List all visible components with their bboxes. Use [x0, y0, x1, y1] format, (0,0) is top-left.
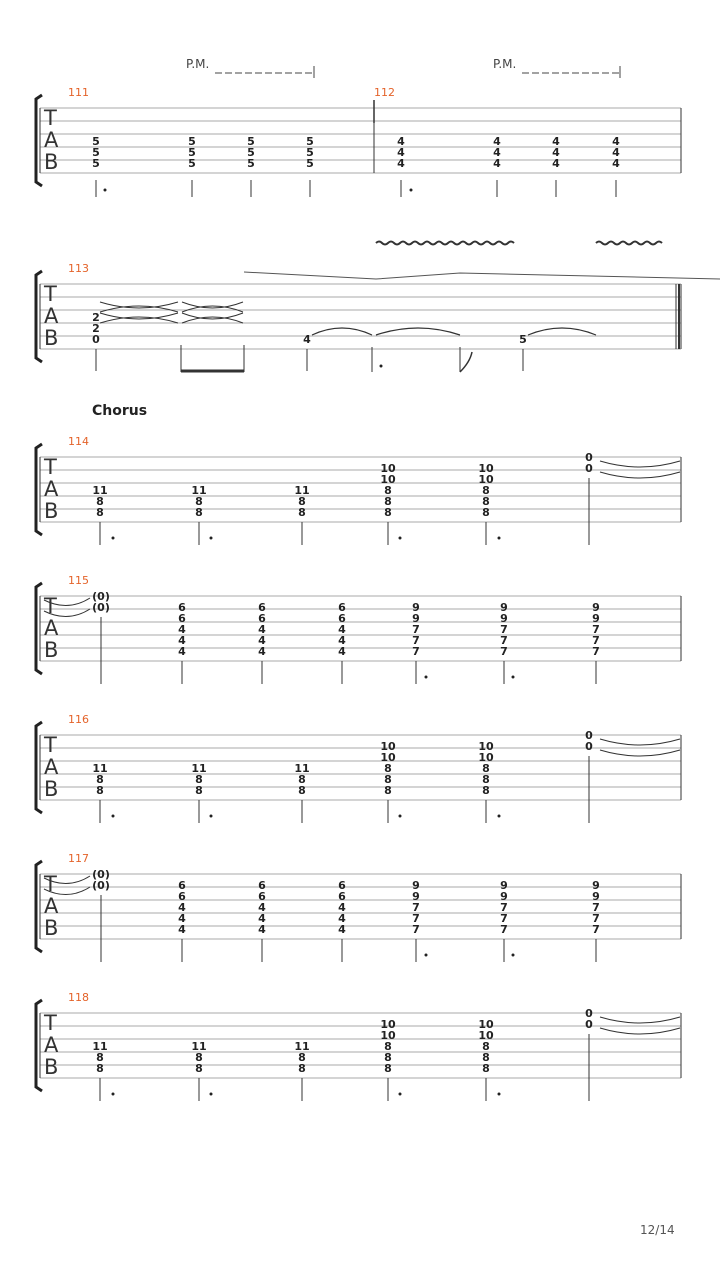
chord [294, 484, 309, 545]
fret-number: 8 [384, 506, 392, 519]
tie [600, 739, 680, 745]
fret-number: 8 [298, 784, 306, 797]
tie [182, 313, 243, 319]
fret-number: 4 [258, 923, 266, 936]
fret-number: 4 [338, 912, 346, 925]
chord [191, 1040, 212, 1101]
fret-number: 6 [258, 879, 266, 892]
tab-systems [36, 57, 720, 1101]
fret-number: 5 [247, 157, 255, 170]
fret-number: 5 [188, 157, 196, 170]
system-bracket [36, 1000, 42, 1091]
chord [478, 1018, 500, 1101]
fret-number: 8 [96, 1051, 104, 1064]
fret-number: 8 [384, 1051, 392, 1064]
tie [600, 461, 680, 467]
fret-number: 0 [585, 1018, 593, 1031]
tie [600, 1017, 680, 1023]
fret-number: (0) [92, 879, 110, 892]
fret-number: 8 [298, 495, 306, 508]
fret-number: 8 [482, 506, 490, 519]
fret-number: 4 [338, 634, 346, 647]
fret-number: 8 [482, 784, 490, 797]
dotted-rhythm [410, 189, 413, 192]
fret-number: 7 [592, 645, 600, 658]
chord [380, 1018, 401, 1101]
fret-number: 4 [338, 645, 346, 658]
tie [600, 750, 680, 756]
tie [528, 328, 596, 335]
fret-number: 4 [258, 623, 266, 636]
fret-number: 10 [478, 462, 494, 475]
fret-number: 7 [500, 912, 508, 925]
bar-number: 118 [68, 991, 89, 1004]
tie [600, 1028, 680, 1034]
chord [191, 484, 212, 545]
fret-number: 5 [188, 135, 196, 148]
fret-number: 6 [258, 890, 266, 903]
tab-clef-letter: B [44, 499, 59, 523]
fret-number: 4 [397, 157, 405, 170]
fret-number: 10 [478, 740, 494, 753]
tie [312, 328, 372, 335]
fret-number: 8 [298, 506, 306, 519]
fret-number: 8 [195, 495, 203, 508]
fret-number: 8 [384, 784, 392, 797]
bar-number: 114 [68, 435, 89, 448]
fret-number: 4 [397, 146, 405, 159]
fret-number: 4 [178, 901, 186, 914]
dotted-rhythm [425, 676, 428, 679]
fret-number: 4 [552, 146, 560, 159]
fret-number: 11 [294, 484, 310, 497]
chord [188, 135, 196, 197]
fret-number: 7 [592, 923, 600, 936]
palm-mute-label: P.M. [186, 57, 210, 71]
tab-clef-letter: B [44, 916, 59, 940]
chord [303, 333, 311, 371]
tab-system-118 [36, 991, 681, 1101]
chord [258, 601, 266, 684]
fret-number: 8 [384, 484, 392, 497]
fret-number: 8 [298, 1062, 306, 1075]
fret-number: 8 [298, 1051, 306, 1064]
dotted-rhythm [104, 189, 107, 192]
tab-system-111 [36, 57, 681, 197]
chord [92, 762, 114, 823]
chord [338, 879, 346, 962]
fret-number: 10 [380, 462, 396, 475]
chord [178, 601, 186, 684]
fret-number: 4 [493, 146, 501, 159]
fret-number: 8 [195, 773, 203, 786]
fret-number: (0) [92, 868, 110, 881]
tab-clef-letter: A [44, 894, 59, 918]
fret-number: 4 [612, 146, 620, 159]
fret-number: 6 [258, 601, 266, 614]
tab-system-116 [36, 713, 681, 823]
bar-number: 111 [68, 86, 89, 99]
fret-number: 8 [298, 773, 306, 786]
fret-number: 2 [92, 311, 100, 324]
tab-clef-letter: B [44, 150, 59, 174]
dotted-rhythm [512, 954, 515, 957]
fret-number: 6 [178, 601, 186, 614]
chord [306, 135, 314, 197]
section-label: Chorus [92, 403, 148, 419]
fret-number: 10 [478, 1018, 494, 1031]
tie [600, 472, 680, 478]
fret-number: 7 [412, 623, 420, 636]
fret-number: 6 [338, 890, 346, 903]
fret-number: 6 [178, 890, 186, 903]
bar-number: 115 [68, 574, 89, 587]
fret-number: 8 [384, 773, 392, 786]
fret-number: 9 [592, 879, 600, 892]
chord [191, 762, 212, 823]
fret-number: 10 [380, 473, 396, 486]
fret-number: 7 [592, 901, 600, 914]
fret-number: 9 [412, 879, 420, 892]
fret-number: 4 [612, 157, 620, 170]
dotted-rhythm [512, 676, 515, 679]
tab-system-115 [36, 574, 681, 684]
fret-number: 8 [482, 773, 490, 786]
fret-number: 6 [338, 879, 346, 892]
fret-number: 11 [191, 762, 207, 775]
fret-number: 6 [178, 879, 186, 892]
tab-clef-letter: A [44, 477, 59, 501]
chord [478, 740, 500, 823]
fret-number: 4 [178, 634, 186, 647]
fret-number: 9 [500, 890, 508, 903]
dotted-rhythm [112, 537, 115, 540]
tab-clef-letter: T [44, 455, 57, 479]
fret-number: 2 [92, 322, 100, 335]
fret-number: 11 [191, 1040, 207, 1053]
fret-number: 4 [178, 912, 186, 925]
tab-clef-letter: T [44, 282, 57, 306]
chord [500, 879, 514, 962]
fret-number: 4 [258, 645, 266, 658]
fret-number: 6 [338, 612, 346, 625]
tab-clef-letter: T [44, 872, 57, 896]
tab-clef-letter: B [44, 638, 59, 662]
vibrato-mark [596, 242, 662, 245]
fret-number: 5 [92, 157, 100, 170]
dotted-rhythm [210, 537, 213, 540]
chord [178, 879, 186, 962]
chord [397, 135, 412, 197]
fret-number: (0) [92, 590, 110, 603]
bar-number: 117 [68, 852, 89, 865]
tie [100, 313, 178, 319]
fret-number: 11 [191, 484, 207, 497]
fret-number: 10 [380, 740, 396, 753]
chord [380, 740, 401, 823]
tab-clef-letter: A [44, 1033, 59, 1057]
note-flag [460, 352, 472, 372]
chord [519, 333, 527, 371]
dotted-rhythm [210, 815, 213, 818]
fret-number: 0 [585, 451, 593, 464]
dotted-rhythm [112, 1093, 115, 1096]
fret-number: 5 [92, 135, 100, 148]
fret-number: 5 [188, 146, 196, 159]
chord [92, 484, 114, 545]
fret-number: 8 [96, 773, 104, 786]
tab-clef-letter: B [44, 1055, 59, 1079]
fret-number: 4 [258, 901, 266, 914]
dotted-rhythm [210, 1093, 213, 1096]
fret-number: 10 [380, 1018, 396, 1031]
fret-number: 8 [384, 1040, 392, 1053]
dotted-rhythm [380, 365, 383, 368]
fret-number: 7 [592, 634, 600, 647]
fret-number: 9 [412, 601, 420, 614]
fret-number: 11 [92, 1040, 108, 1053]
fret-number: 4 [552, 135, 560, 148]
chord [478, 462, 500, 545]
dotted-rhythm [399, 537, 402, 540]
tab-clef-letter: A [44, 128, 59, 152]
fret-number: 6 [338, 601, 346, 614]
tab-clef-letter: B [44, 326, 59, 350]
fret-number: 4 [612, 135, 620, 148]
fret-number: 4 [338, 623, 346, 636]
chord [412, 601, 427, 684]
fret-number: 7 [592, 623, 600, 636]
tie [100, 302, 178, 308]
fret-number: 4 [338, 923, 346, 936]
fret-number: 4 [552, 157, 560, 170]
tab-clef-letter: B [44, 777, 59, 801]
fret-number: 11 [92, 484, 108, 497]
bar-number: 113 [68, 262, 89, 275]
tab-clef-letter: T [44, 106, 57, 130]
fret-number: 5 [247, 146, 255, 159]
tab-system-113 [36, 242, 720, 373]
fret-number: 7 [412, 645, 420, 658]
whammy-bar-line [244, 272, 720, 279]
fret-number: 10 [380, 1029, 396, 1042]
tab-clef-letter: T [44, 733, 57, 757]
tie [100, 317, 178, 323]
fret-number: 9 [412, 612, 420, 625]
chord [585, 1007, 593, 1101]
fret-number: 4 [397, 135, 405, 148]
chord [412, 879, 427, 962]
tab-system-114 [36, 435, 681, 545]
tab-system-117 [36, 852, 681, 962]
fret-number: 7 [500, 923, 508, 936]
fret-number: 11 [92, 762, 108, 775]
fret-number: 4 [178, 645, 186, 658]
fret-number: 8 [96, 506, 104, 519]
chord [92, 868, 110, 962]
fret-number: 9 [592, 601, 600, 614]
page-number: 12/14 [640, 1223, 675, 1237]
chord [493, 135, 501, 197]
fret-number: 0 [92, 333, 100, 346]
dotted-rhythm [399, 815, 402, 818]
tie [182, 302, 243, 308]
chord [247, 135, 255, 197]
chord [552, 135, 560, 197]
chord [92, 590, 110, 684]
fret-number: 10 [478, 1029, 494, 1042]
tab-clef-letter: T [44, 1011, 57, 1035]
fret-number: 6 [258, 612, 266, 625]
fret-number: 11 [294, 1040, 310, 1053]
fret-number: 4 [178, 923, 186, 936]
fret-number: 4 [493, 135, 501, 148]
fret-number: (0) [92, 601, 110, 614]
bar-number: 116 [68, 713, 89, 726]
fret-number: 5 [247, 135, 255, 148]
fret-number: 7 [592, 912, 600, 925]
palm-mute-label: P.M. [493, 57, 517, 71]
fret-number: 11 [294, 762, 310, 775]
fret-number: 8 [195, 506, 203, 519]
dotted-rhythm [498, 537, 501, 540]
dotted-rhythm [425, 954, 428, 957]
fret-number: 0 [585, 1007, 593, 1020]
chord [294, 1040, 309, 1101]
fret-number: 5 [306, 135, 314, 148]
fret-number: 4 [493, 157, 501, 170]
chord [585, 729, 593, 823]
fret-number: 9 [592, 612, 600, 625]
fret-number: 5 [92, 146, 100, 159]
fret-number: 8 [195, 1062, 203, 1075]
fret-number: 4 [303, 333, 311, 346]
fret-number: 4 [178, 623, 186, 636]
fret-number: 9 [500, 612, 508, 625]
fret-number: 8 [482, 762, 490, 775]
chord [592, 601, 600, 684]
fret-number: 0 [585, 462, 593, 475]
fret-number: 8 [96, 784, 104, 797]
fret-number: 5 [519, 333, 527, 346]
fret-number: 5 [306, 157, 314, 170]
fret-number: 0 [585, 729, 593, 742]
chord [258, 879, 266, 962]
fret-number: 8 [96, 1062, 104, 1075]
fret-number: 8 [96, 495, 104, 508]
dotted-rhythm [399, 1093, 402, 1096]
chord [500, 601, 514, 684]
fret-number: 10 [380, 751, 396, 764]
fret-number: 7 [412, 901, 420, 914]
tie [376, 328, 460, 335]
dotted-rhythm [498, 1093, 501, 1096]
system-bracket [36, 583, 42, 674]
fret-number: 0 [585, 740, 593, 753]
tab-clef-letter: T [44, 594, 57, 618]
fret-number: 8 [195, 784, 203, 797]
fret-number: 4 [258, 634, 266, 647]
fret-number: 9 [500, 879, 508, 892]
tab-clef-letter: A [44, 304, 59, 328]
system-bracket [36, 861, 42, 952]
chord [92, 1040, 114, 1101]
fret-number: 8 [384, 762, 392, 775]
fret-number: 8 [482, 1062, 490, 1075]
fret-number: 8 [384, 1062, 392, 1075]
chord [592, 879, 600, 962]
fret-number: 7 [500, 634, 508, 647]
fret-number: 8 [482, 495, 490, 508]
chord [294, 762, 309, 823]
vibrato-mark [376, 242, 514, 245]
tab-clef-letter: A [44, 616, 59, 640]
fret-number: 8 [482, 1040, 490, 1053]
fret-number: 9 [592, 890, 600, 903]
chord [380, 462, 401, 545]
system-bracket [36, 271, 42, 362]
chord [612, 135, 620, 197]
chord [92, 135, 106, 197]
fret-number: 7 [500, 623, 508, 636]
fret-number: 4 [338, 901, 346, 914]
chord [92, 311, 100, 371]
system-bracket [36, 722, 42, 813]
fret-number: 7 [412, 634, 420, 647]
fret-number: 8 [384, 495, 392, 508]
system-bracket [36, 95, 42, 186]
fret-number: 8 [482, 1051, 490, 1064]
tie [182, 306, 243, 312]
fret-number: 9 [500, 601, 508, 614]
dotted-rhythm [112, 815, 115, 818]
fret-number: 7 [500, 901, 508, 914]
tie [100, 306, 178, 312]
system-bracket [36, 444, 42, 535]
fret-number: 9 [412, 890, 420, 903]
fret-number: 7 [500, 645, 508, 658]
chord [585, 451, 593, 545]
fret-number: 10 [478, 473, 494, 486]
fret-number: 6 [178, 612, 186, 625]
fret-number: 10 [478, 751, 494, 764]
fret-number: 8 [482, 484, 490, 497]
fret-number: 4 [258, 912, 266, 925]
fret-number: 5 [306, 146, 314, 159]
tie [182, 317, 243, 323]
dotted-rhythm [498, 815, 501, 818]
chord [338, 601, 346, 684]
fret-number: 7 [412, 923, 420, 936]
fret-number: 8 [195, 1051, 203, 1064]
tab-clef-letter: A [44, 755, 59, 779]
bar-number: 112 [374, 86, 395, 99]
fret-number: 7 [412, 912, 420, 925]
